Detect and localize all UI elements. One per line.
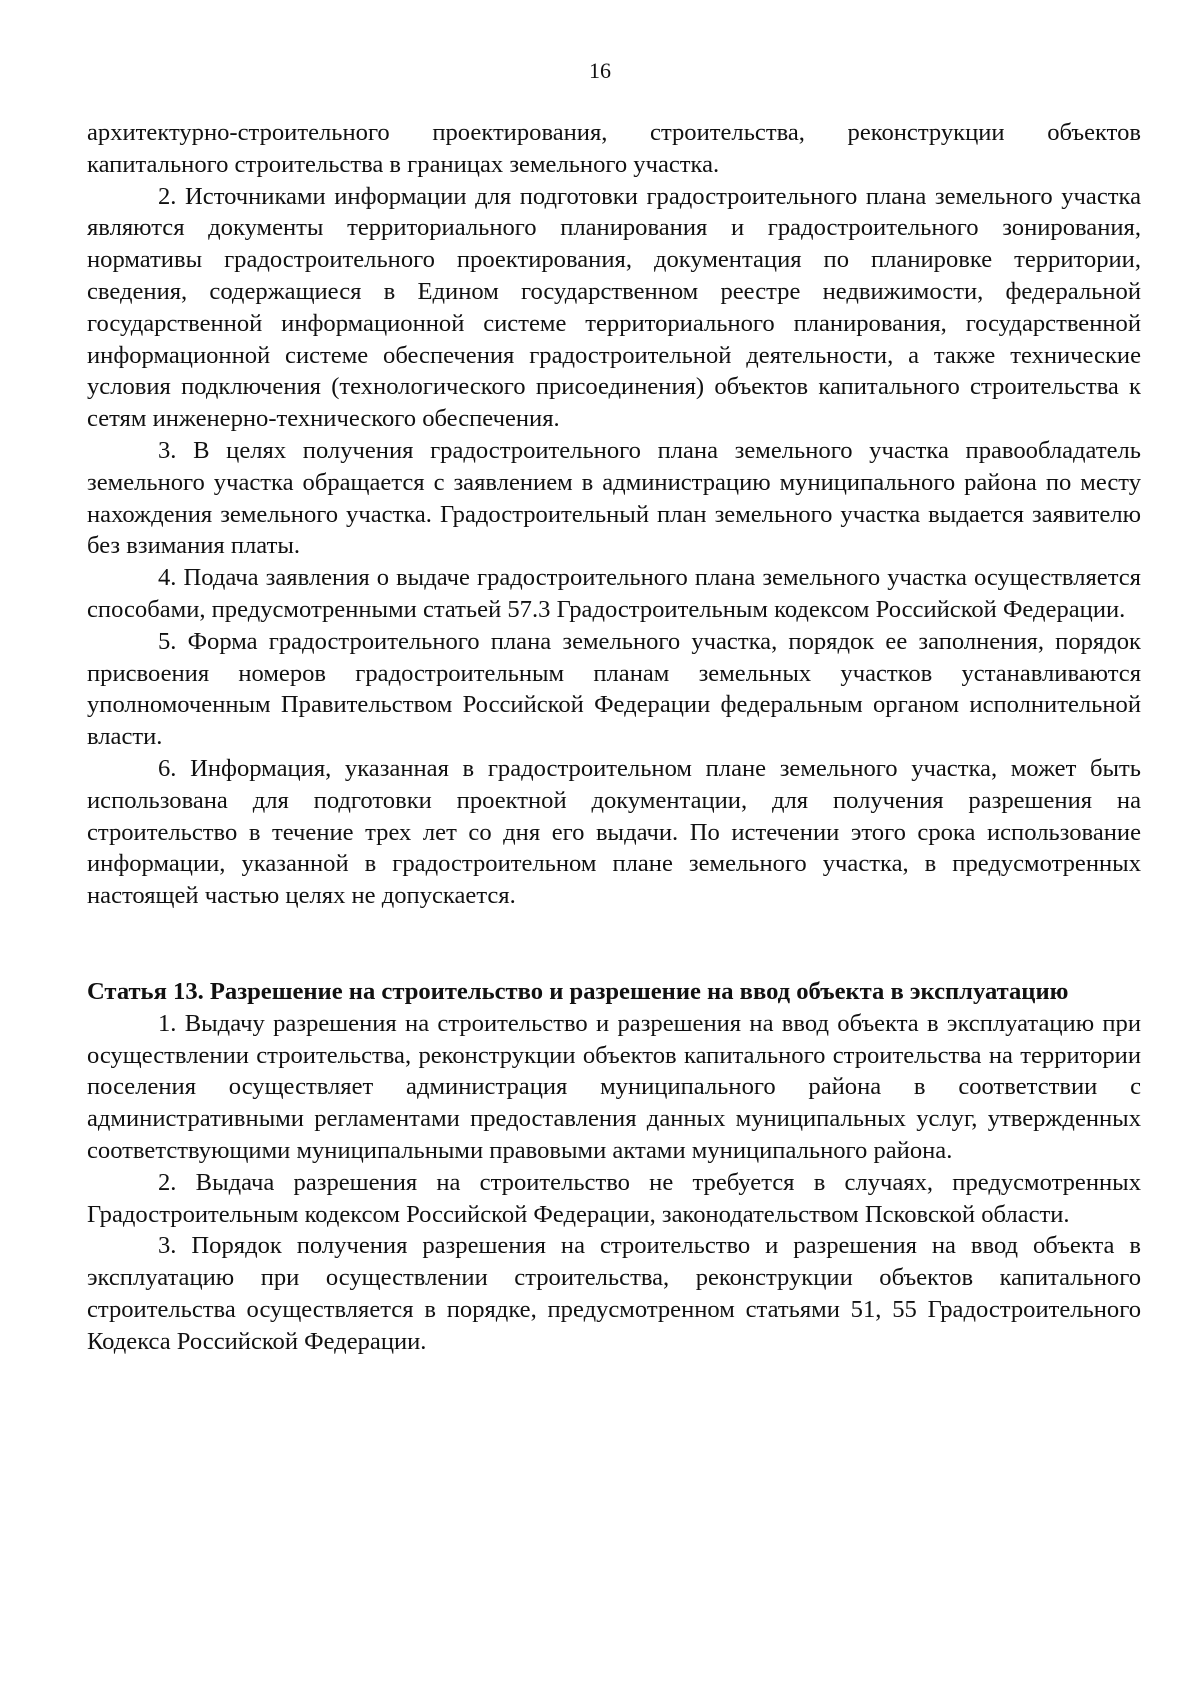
paragraph-continuation: архитектурно-строительного проектирования, строительства, реконструкции объектов капитального строительства в границах земельного участка. [87,119,1141,178]
document-body [87,117,1141,1357]
article-heading: Статья 13. Разрешение на строительство и разрешение на ввод объекта в эксплуатацию [87,977,1069,1005]
article-paragraph-1: 1. Выдачу разрешения на строительство и разрешения на ввод объекта в эксплуатацию при осуществлении строительства, реконструкции объектов капитального строительства на территории поселения осуществляет администрация муниципального района в соответствии с административными регламентами предоставления данных муниципальных услуг, утвержденных соответствующими муниципальными правовыми актами муниципального района. [87,1009,1141,1164]
article-paragraph-3: 3. Порядок получения разрешения на строительство и разрешения на ввод объекта в эксплуатацию при осуществлении строительства, реконструкции объектов капитального строительства осуществляется в порядке, предусмотренном статьями 51, 55 Градостроительного Кодекса Российской Федерации. [87,1232,1141,1355]
paragraph-item-6: 6. Информация, указанная в градостроительном плане земельного участка, может быть использована для подготовки проектной документации, для получения разрешения на строительство в течение трех лет со дня его выдачи. По истечении этого срока использование информации, указанной в градостроительном плане земельного участка, в предусмотренных настоящей частью целях не допускается. [87,754,1141,910]
article-paragraph-2: 2. Выдача разрешения на строительство не требуется в случаях, предусмотренных Градостроительным кодексом Российской Федерации, законодательством Псковской области. [87,1168,1141,1228]
paragraph-item-3: 3. В целях получения градостроительного плана земельного участка правообладатель земельного участка обращается с заявлением в администрацию муниципального района по месту нахождения земельного участка. Градостроительный план земельного участка выдается заявителю без взимания платы. [87,436,1141,560]
paragraph-item-4: 4. Подача заявления о выдаче градостроительного плана земельного участка осуществляется способами, предусмотренными статьей 57.3 Градостроительным кодексом Российской Федерации. [87,564,1141,623]
paragraph-item-2: 2. Источниками информации для подготовки градостроительного плана земельного участка являются документы территориального планирования и градостроительного зонирования, нормативы градостроительного проектирования, документация по планировке территории, сведения, содержащиеся в Едином государственном реестре недвижимости, федеральной государственной информационной системе территориального планирования, государственной информационной системе обеспечения градостроительной деятельности, а также технические условия подключения (технологического присоединения) объектов капитального строительства к сетям инженерно-технического обеспечения. [87,182,1141,433]
paragraph-item-5: 5. Форма градостроительного плана земельного участка, порядок ее заполнения, порядок присвоения номеров градостроительным планам земельных участков устанавливаются уполномоченным Правительством Российской Федерации федеральным органом исполнительной власти. [87,627,1141,751]
page-number: 16 [589,58,611,83]
